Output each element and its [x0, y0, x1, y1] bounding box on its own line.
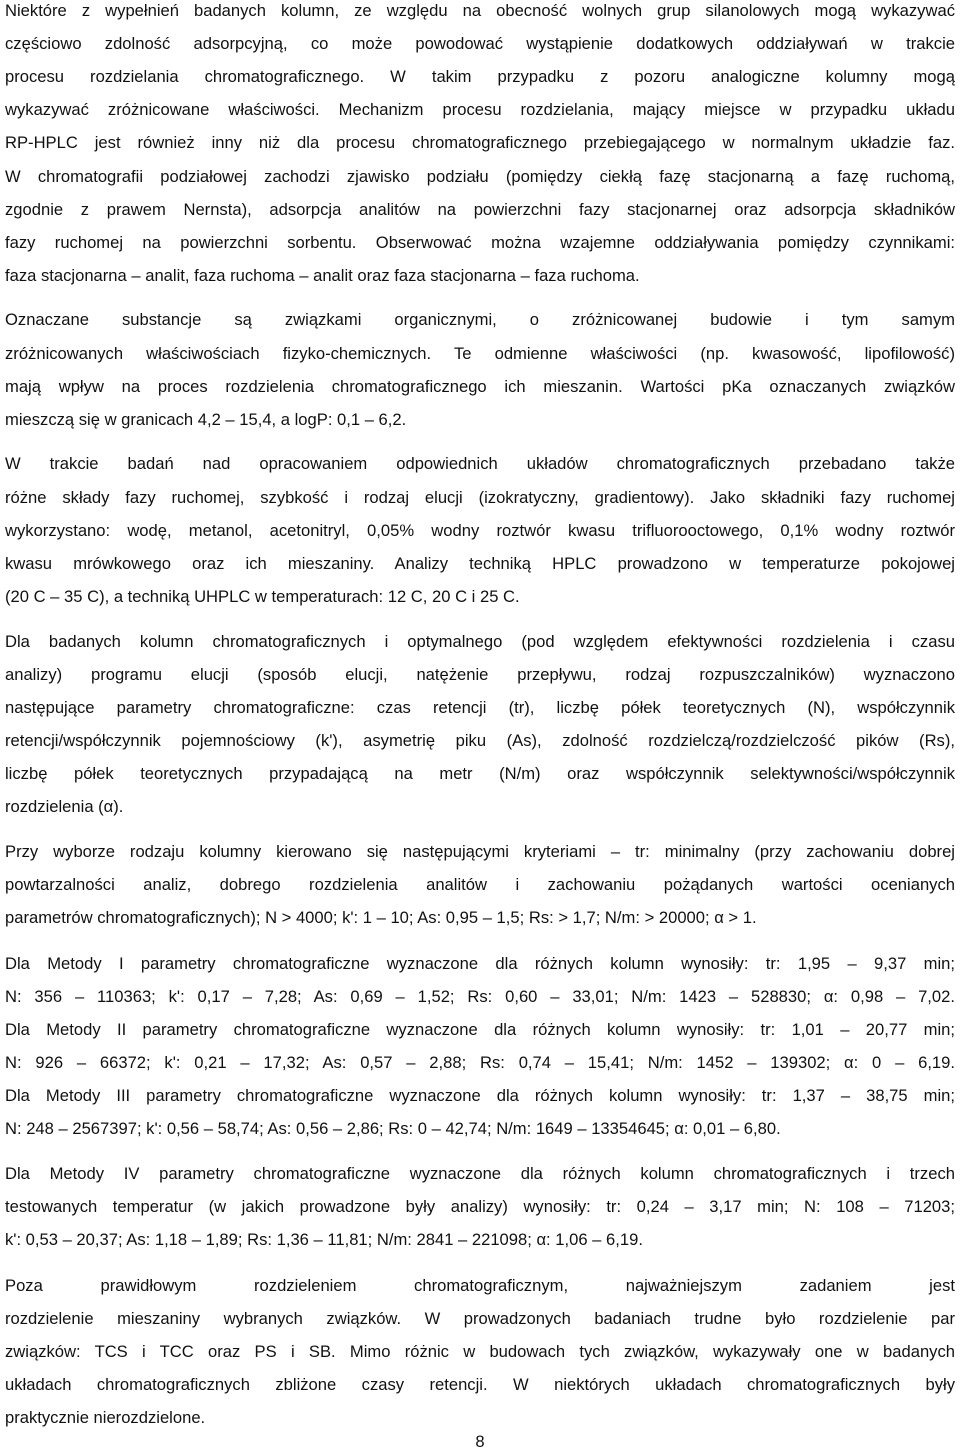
text-line: następujące parametry chromatograficzne: czas retencji (tr), liczbę półek teoretycznych (N), współczynnik — [5, 698, 955, 717]
text-line: Dla Metody IV parametry chromatograficzne wyznaczone dla różnych kolumn chromatograficznych i trzech — [5, 1164, 955, 1183]
text-line: różne składy fazy ruchomej, szybkość i rodzaj elucji (izokratyczny, gradientowy). Jako składniki fazy ruchomej — [5, 488, 955, 507]
text-line: Dla Metody I parametry chromatograficzne wyznaczone dla różnych kolumn wynosiły: tr: 1,95 – 9,37 min; — [5, 954, 955, 973]
text-line: faza stacjonarna – analit, faza ruchoma – analit oraz faza stacjonarna – faza ruchoma. — [5, 266, 640, 285]
text-line: mieszczą się w granicach 4,2 – 15,4, a logP: 0,1 – 6,2. — [5, 410, 407, 429]
page-number: 8 — [475, 1432, 485, 1451]
text-line: zróżnicowanych właściwościach fizyko-chemicznych. Te odmienne właściwości (np. kwasowość, lipofilowość) — [5, 344, 955, 363]
text-line: rozdzielenia (α). — [5, 797, 124, 816]
text-line: Niektóre z wypełnień badanych kolumn, ze względu na obecność wolnych grup silanolowych mogą wykazywać — [5, 1, 955, 20]
text-line: wykorzystano: wodę, metanol, acetonitryl, 0,05% wodny roztwór kwasu trifluorooctowego, 0,1% wodny roztwór — [5, 521, 955, 540]
text-line: Oznaczane substancje są związkami organicznymi, o zróżnicowanej budowie i tym samym — [5, 310, 955, 329]
text-line: retencji/współczynnik pojemnościowy (k'), asymetrię piku (As), zdolność rozdzielczą/rozdzielczość pików (Rs), — [5, 731, 955, 750]
text-line: analizy) programu elucji (sposób elucji, natężenie przepływu, rodzaj rozpuszczalników) wyznaczono — [5, 665, 955, 684]
text-line: wykazywać zróżnicowane właściwości. Mechanizm procesu rozdzielania, mający miejsce w przypadku układu — [5, 100, 955, 119]
text-line: W trakcie badań nad opracowaniem odpowiednich układów chromatograficznych przebadano także — [5, 454, 955, 473]
text-line: Dla badanych kolumn chromatograficznych i optymalnego (pod względem efektywności rozdzielenia i czasu — [5, 632, 955, 651]
text-line: N: 248 – 2567397; k': 0,56 – 58,74; As: 0,56 – 2,86; Rs: 0 – 42,74; N/m: 1649 – 13354645; α: 0,01 – 6,80. — [5, 1119, 781, 1138]
text-line: powtarzalności analiz, dobrego rozdzielenia analitów i zachowaniu pożądanych wartości ocenianych — [5, 875, 955, 894]
text-line: N: 926 – 66372; k': 0,21 – 17,32; As: 0,57 – 2,88; Rs: 0,74 – 15,41; N/m: 1452 – 139302; α: 0 – 6,19. — [5, 1053, 955, 1072]
text-line: liczbę półek teoretycznych przypadającą na metr (N/m) oraz współczynnik selektywności/współczynnik — [5, 764, 955, 783]
text-line: N: 356 – 110363; k': 0,17 – 7,28; As: 0,69 – 1,52; Rs: 0,60 – 33,01; N/m: 1423 – 528830; α: 0,98 – 7,02. — [5, 987, 955, 1006]
text-line: kwasu mrówkowego oraz ich mieszaniny. Analizy techniką HPLC prowadzono w temperaturze pokojowej — [5, 554, 955, 573]
text-line: (20 C – 35 C), a techniką UHPLC w temperaturach: 12 C, 20 C i 25 C. — [5, 587, 520, 606]
text-line: rozdzielenie mieszaniny wybranych związków. W prowadzonych badaniach trudne było rozdzielenie par — [5, 1309, 955, 1328]
text-line: związków: TCS i TCC oraz PS i SB. Mimo różnic w budowach tych związków, wykazywały one w badanych — [5, 1342, 955, 1361]
text-line: fazy ruchomej na powierzchni sorbentu. Obserwować można wzajemne oddziaływania pomiędzy czynnikami: — [5, 233, 955, 252]
text-line: zgodnie z prawem Nernsta), adsorpcja analitów na powierzchni fazy stacjonarnej oraz adsorpcja składników — [5, 200, 955, 219]
text-line: testowanych temperatur (w jakich prowadzone były analizy) wynosiły: tr: 0,24 – 3,17 min; N: 108 – 71203; — [5, 1197, 955, 1216]
text-line: Przy wyborze rodzaju kolumny kierowano się następującymi kryteriami – tr: minimalny (przy zachowaniu dobrej — [5, 842, 955, 861]
text-line: W chromatografii podziałowej zachodzi zjawisko podziału (pomiędzy ciekłą fazę stacjonarną a fazę ruchomą, — [5, 167, 955, 186]
text-line: częściowo zdolność adsorpcyjną, co może powodować wystąpienie dodatkowych oddziaływań w trakcie — [5, 34, 955, 53]
text-line: praktycznie nierozdzielone. — [5, 1408, 206, 1427]
text-line: procesu rozdzielania chromatograficznego. W takim przypadku z pozoru analogiczne kolumny mogą — [5, 67, 955, 86]
text-line: układach chromatograficznych zbliżone czasy retencji. W niektórych układach chromatograficznych były — [5, 1375, 955, 1394]
text-line: Dla Metody II parametry chromatograficzne wyznaczone dla różnych kolumn wynosiły: tr: 1,01 – 20,77 min; — [5, 1020, 955, 1039]
text-line: Dla Metody III parametry chromatograficzne wyznaczone dla różnych kolumn wynosiły: tr: 1,37 – 38,75 min; — [5, 1086, 955, 1105]
text-line: mają wpływ na proces rozdzielenia chromatograficznego ich mieszanin. Wartości pKa oznaczanych związków — [5, 377, 955, 396]
text-line: k': 0,53 – 20,37; As: 1,18 – 1,89; Rs: 1,36 – 11,81; N/m: 2841 – 221098; α: 1,06 – 6,19. — [5, 1230, 643, 1249]
text-line: RP-HPLC jest również inny niż dla procesu chromatograficznego przebiegającego w normalnym układzie faz. — [5, 133, 955, 152]
text-line: parametrów chromatograficznych); N > 4000; k': 1 – 10; As: 0,95 – 1,5; Rs: > 1,7; N/m: > 20000; α > 1. — [5, 908, 757, 927]
text-line: Poza prawidłowym rozdzieleniem chromatograficznym, najważniejszym zadaniem jest — [5, 1276, 955, 1295]
